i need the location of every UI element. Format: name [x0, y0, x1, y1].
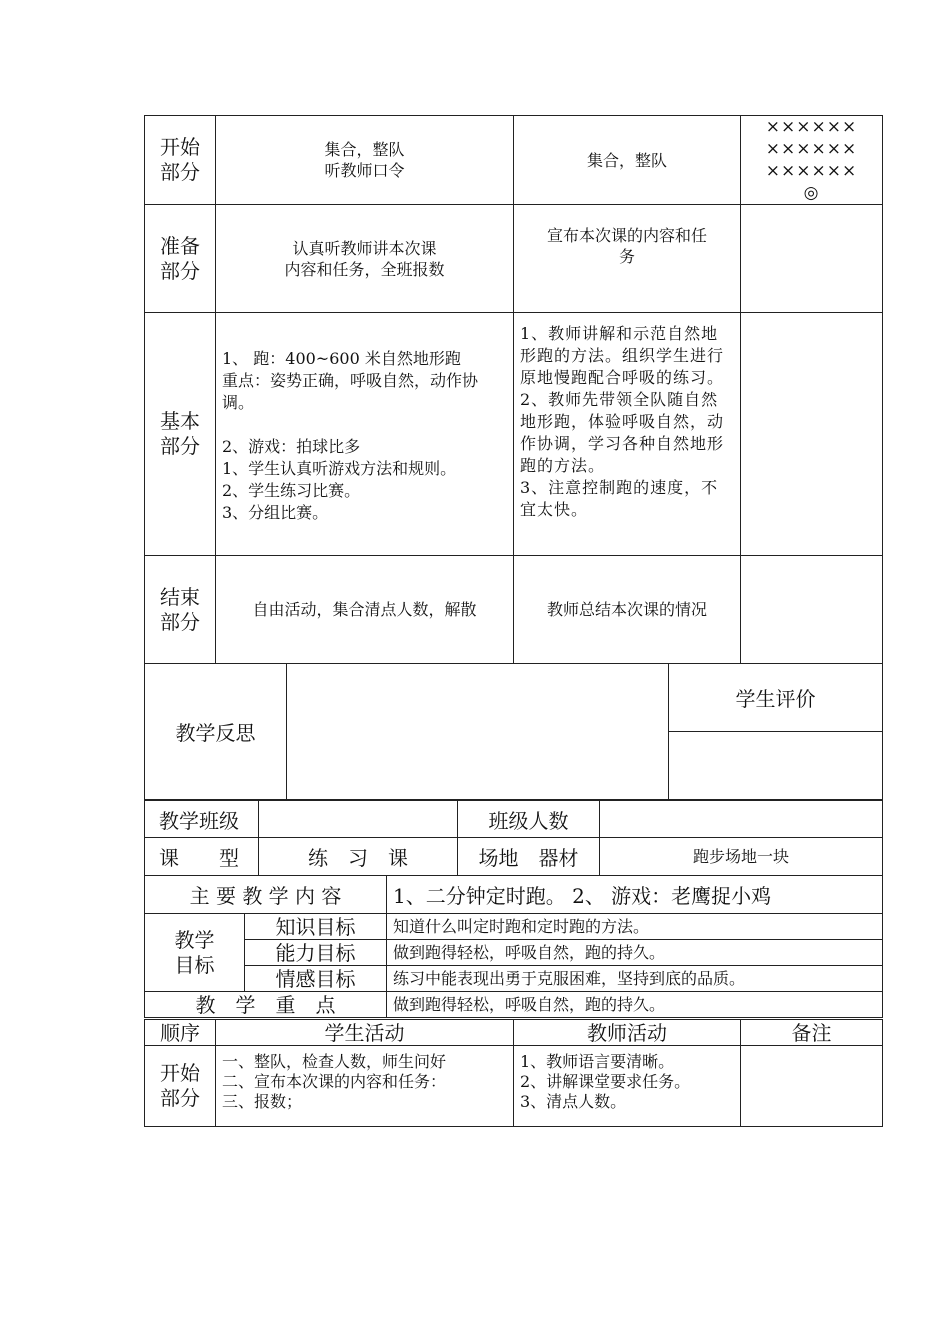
class-label: 教学班级: [145, 801, 259, 838]
emotion-goal-label: 情感目标: [245, 966, 387, 992]
section-label: 基本 部分: [145, 313, 216, 556]
teacher-activity: 1、教师语言要清晰。 2、讲解课堂要求任务。 3、清点人数。: [514, 1046, 741, 1127]
notes-cell: [741, 313, 883, 556]
table-row: [145, 116, 883, 205]
student-activity: 自由活动，集合清点人数，解散: [216, 556, 514, 664]
goals-label: 教学 目标: [145, 914, 245, 992]
knowledge-goal-value: 知道什么叫定时跑和定时跑的方法。: [387, 914, 883, 940]
student-header: 学生活动: [216, 1020, 514, 1046]
table-row: [145, 556, 883, 664]
activity-table: [144, 1019, 883, 1127]
type-value: 练 习 课: [259, 838, 458, 876]
table-row: [145, 313, 883, 556]
reflection-content: [287, 664, 669, 800]
count-value: [600, 801, 883, 838]
notes-cell: [741, 1046, 883, 1127]
knowledge-goal-label: 知识目标: [245, 914, 387, 940]
teacher-activity: 集合，整队: [514, 116, 741, 205]
lesson-plan-table: [144, 115, 883, 664]
main-content-label: 主 要 教 学 内 容: [145, 876, 387, 914]
teacher-activity: 宣布本次课的内容和任 务: [514, 205, 741, 313]
emotion-goal-value: 练习中能表现出勇于克服困难，坚持到底的品质。: [387, 966, 883, 992]
reflection-label: 教学反思: [145, 664, 287, 800]
student-eval-label: 学生评价: [669, 664, 883, 732]
order-header: 顺序: [145, 1020, 216, 1046]
table-row: [145, 205, 883, 313]
reflection-table: [144, 663, 883, 800]
teacher-header: 教师活动: [514, 1020, 741, 1046]
class-value: [259, 801, 458, 838]
notes-header: 备注: [741, 1020, 883, 1046]
focus-value: 做到跑得轻松，呼吸自然，跑的持久。: [387, 992, 883, 1018]
type-label: 课 型: [145, 838, 259, 876]
section-label: 结束 部分: [145, 556, 216, 664]
venue-value: 跑步场地一块: [600, 838, 883, 876]
notes-cell: [741, 556, 883, 664]
venue-label: 场地 器材: [458, 838, 600, 876]
count-label: 班级人数: [458, 801, 600, 838]
section-label: 开始 部分: [145, 1046, 216, 1127]
notes-cell: [741, 205, 883, 313]
student-activity: 认真听教师讲本次课 内容和任务，全班报数: [216, 205, 514, 313]
focus-label: 教 学 重 点: [145, 992, 387, 1018]
student-activity: 1、 跑：400~600 米自然地形跑 重点：姿势正确，呼吸自然，动作协调。 2、游戏：拍球比多 1、学生认真听游戏方法和规则。 2、学生练习比赛。 3、分组比赛。: [216, 313, 514, 556]
section-label: 准备 部分: [145, 205, 216, 313]
student-eval-content: [669, 732, 883, 800]
teacher-activity: 1、教师讲解和示范自然地形跑的方法。组织学生进行原地慢跑配合呼吸的练习。 2、教师先带领全队随自然地形跑，体验呼吸自然，动作协调，学习各种自然地形跑的方法。 3、注意控制跑的速度，不宜太快。: [514, 313, 741, 556]
student-activity: 一、整队，检查人数，师生问好 二、宣布本次课的内容和任务： 三、报数；: [216, 1046, 514, 1127]
objectives-table: [144, 875, 883, 1018]
formation-diagram: ×××××× ×××××× ×××××× ◎: [741, 116, 883, 205]
main-content-value: 1、二分钟定时跑。 2、 游戏：老鹰捉小鸡: [387, 876, 883, 914]
ability-goal-value: 做到跑得轻松，呼吸自然，跑的持久。: [387, 940, 883, 966]
class-info-table: [144, 800, 883, 876]
student-activity: 集合，整队 听教师口令: [216, 116, 514, 205]
ability-goal-label: 能力目标: [245, 940, 387, 966]
section-label: 开始 部分: [145, 116, 216, 205]
teacher-activity: 教师总结本次课的情况: [514, 556, 741, 664]
